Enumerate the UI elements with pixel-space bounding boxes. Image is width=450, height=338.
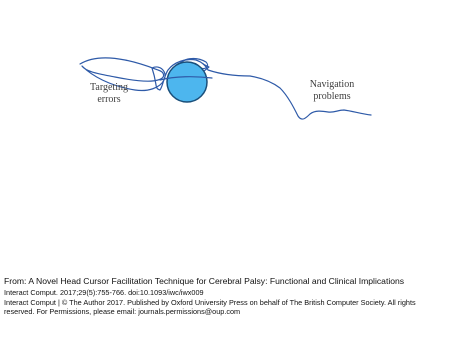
caption-license: Interact Comput | © The Author 2017. Published by Oxford University Press on behalf of The British Computer Society. All rights reserved. For Permissions, please email: journals.permissions@oup.com: [4, 297, 416, 317]
targeting-label-line1: Targeting: [90, 82, 128, 93]
navigation-label-line2: problems: [313, 91, 351, 102]
figure-caption: [4, 276, 446, 317]
targeting-label-line2: errors: [97, 94, 121, 105]
navigation-label-line1: Navigation: [309, 79, 355, 90]
caption-title: From: A Novel Head Cursor Facilitation Technique for Cerebral Palsy: Functional and Clinical Implications: [4, 276, 405, 286]
target-circle: [167, 62, 207, 102]
caption-citation: Interact Comput. 2017;29(5):755-766. doi:10.1093/iwc/iwx009: [4, 288, 204, 297]
